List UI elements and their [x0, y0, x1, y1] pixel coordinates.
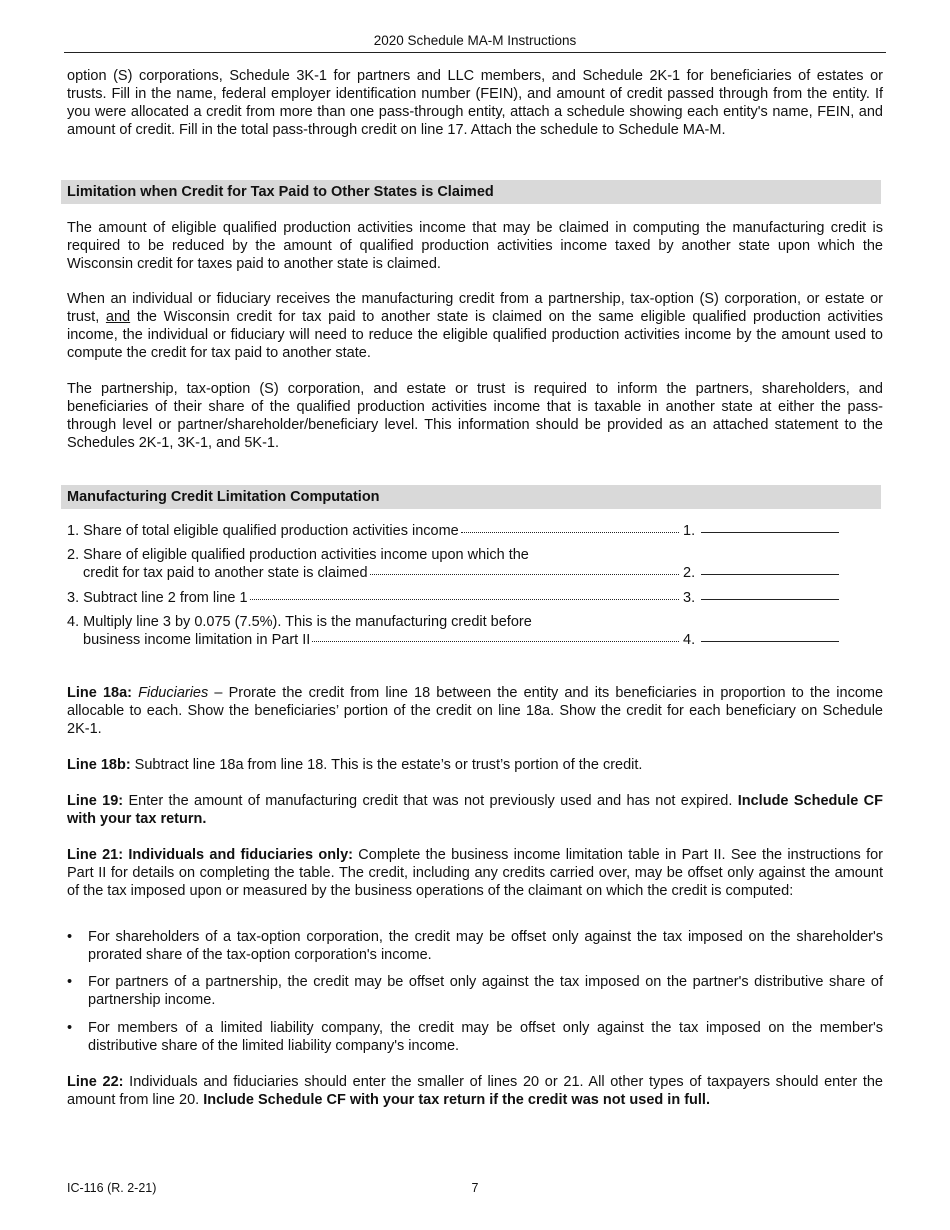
computation-line-label: credit for tax paid to another state is claimed [83, 565, 368, 581]
line-18a-label: Line 18a: [67, 685, 132, 701]
section-heading-computation [61, 485, 881, 509]
line-22-paragraph [67, 1073, 883, 1109]
entry-blank[interactable] [701, 599, 839, 600]
computation-line-label: 1. Share of total eligible qualified production activities income [67, 523, 459, 539]
section-heading-text: Manufacturing Credit Limitation Computation [67, 489, 380, 505]
line-21-text: Complete the business income limitation table in Part II. See the instructions for Part II for details on completing the table. The credit, including any credits carried over, may be offset only against the amount of the tax imposed upon or measured by the business operations of the claimant on which the credit is computed: [67, 847, 883, 899]
computation-line-number: 1. [683, 523, 696, 539]
line-22-text: Individuals and fiduciaries should enter the smaller of lines 20 or 21. All other types of taxpayers should enter the amount from line 20. [67, 1074, 883, 1108]
line-22-bold-note: Include Schedule CF with your tax return if the credit was not used in full. [203, 1092, 710, 1108]
bullet-icon: • [67, 1020, 73, 1036]
bullet-text: For members of a limited liability company, the credit may be offset only against the tax imposed on the member's distributive share of the limited liability company's income. [88, 1020, 883, 1054]
entry-blank[interactable] [701, 574, 839, 575]
bullet-item [67, 928, 883, 964]
entry-blank[interactable] [701, 532, 839, 533]
computation-line-2 [67, 546, 839, 582]
entry-blank[interactable] [701, 641, 839, 642]
section-heading-limitation [61, 180, 881, 204]
bullet-text: For shareholders of a tax-option corporation, the credit may be offset only against the tax imposed on the shareholder's prorated share of the tax-option corporation's income. [88, 929, 883, 963]
para2-text-post: the Wisconsin credit for tax paid to another state is claimed on the same eligible qualified production activities income, the individual or fiduciary will need to reduce the eligible qualified production activities income by the amount used to compute the credit for tax paid to another state. [67, 309, 884, 361]
limitation-paragraph-3: The partnership, tax-option (S) corporation, and estate or trust is required to inform the partners, shareholders, and beneficiaries of their share of the qualified production activities income that is taxable in another state at either the pass-through level or partner/shareholder/beneficiary level. This information should be provided as an attached statement to the Schedules 2K-1, 3K-1, and 5K-1. [67, 381, 883, 451]
leader-dots [250, 599, 679, 600]
footer-form-id: IC-116 (R. 2-21) [67, 1181, 157, 1195]
line-19-label: Line 19: [67, 793, 124, 809]
line-19-paragraph [67, 792, 883, 828]
footer-page-number: 7 [471, 1181, 479, 1195]
line-21-paragraph [67, 846, 883, 900]
computation-line-4 [67, 613, 839, 649]
leader-dots [461, 532, 679, 533]
leader-dots [312, 641, 679, 642]
page-header [64, 33, 886, 53]
para2-underlined-and: and [105, 309, 131, 325]
computation-line-label-first: 4. Multiply line 3 by 0.075 (7.5%). This is the manufacturing credit before [67, 614, 532, 630]
line-19-text: Enter the amount of manufacturing credit that was not previously used and has not expired. [123, 793, 738, 809]
line-18b-paragraph [67, 756, 883, 774]
leader-dots [370, 574, 679, 575]
bullet-icon: • [67, 974, 73, 990]
line-19-bold-note: Include Schedule CF with your tax return. [67, 793, 884, 827]
line-22-label: Line 22: [67, 1074, 124, 1090]
computation-line-1 [67, 522, 839, 540]
computation-line-label: business income limitation in Part II [83, 632, 311, 648]
line-18a-italic: Fiduciaries [138, 685, 209, 701]
computation-line-3 [67, 589, 839, 607]
limitation-paragraph-2 [67, 290, 883, 362]
computation-line-label: 3. Subtract line 2 from line 1 [67, 590, 248, 606]
page-header-title: 2020 Schedule MA-M Instructions [373, 33, 577, 48]
line-18a-text: – Prorate the credit from line 18 between the entity and its beneficiaries in proportion to the income allocable to each. Show the beneficiaries’ portion of the credit on line 18a. Show the credit for each beneficiary on Schedule 2K-1. [67, 685, 884, 737]
line-18b-label: Line 18b: [67, 757, 131, 773]
bullet-item [67, 1019, 883, 1055]
bullet-item [67, 973, 883, 1009]
limitation-paragraph-1: The amount of eligible qualified production activities income that may be claimed in computing the manufacturing credit is required to be reduced by the amount of qualified production activities income taxed by another state upon which the Wisconsin credit for taxes paid to another state is claimed. [67, 220, 883, 272]
intro-paragraph: option (S) corporations, Schedule 3K-1 for partners and LLC members, and Schedule 2K-1 for beneficiaries of estates or trusts. Fill in the name, federal employer identification number (FEIN), and amount of credit passed through from the entity. If you were allocated a credit from more than one pass-through entity, attach a schedule showing each entity's name, FEIN, and amount of credit. Fill in the total pass-through credit on line 17. Attach the schedule to Schedule MA-M. [67, 68, 883, 138]
section-heading-text: Limitation when Credit for Tax Paid to Other States is Claimed [67, 184, 494, 200]
line-18b-text: Subtract line 18a from line 18. This is the estate’s or trust’s portion of the credit. [130, 757, 643, 773]
para2-text-pre: When an individual or fiduciary receives the manufacturing credit from a partnership, tax-option (S) corporation, or estate or trust, [67, 291, 883, 325]
computation-line-number: 3. [683, 590, 696, 606]
computation-line-label-first: 2. Share of eligible qualified production activities income upon which the [67, 547, 529, 563]
bullet-text: For partners of a partnership, the credit may be offset only against the tax imposed on the partner's distributive share of partnership income. [88, 974, 883, 1008]
computation-line-number: 2. [683, 565, 696, 581]
line-21-label: Line 21: Individuals and fiduciaries only: [67, 847, 353, 863]
line-18a-paragraph [67, 684, 883, 738]
computation-line-number: 4. [683, 632, 696, 648]
bullet-icon: • [67, 929, 73, 945]
